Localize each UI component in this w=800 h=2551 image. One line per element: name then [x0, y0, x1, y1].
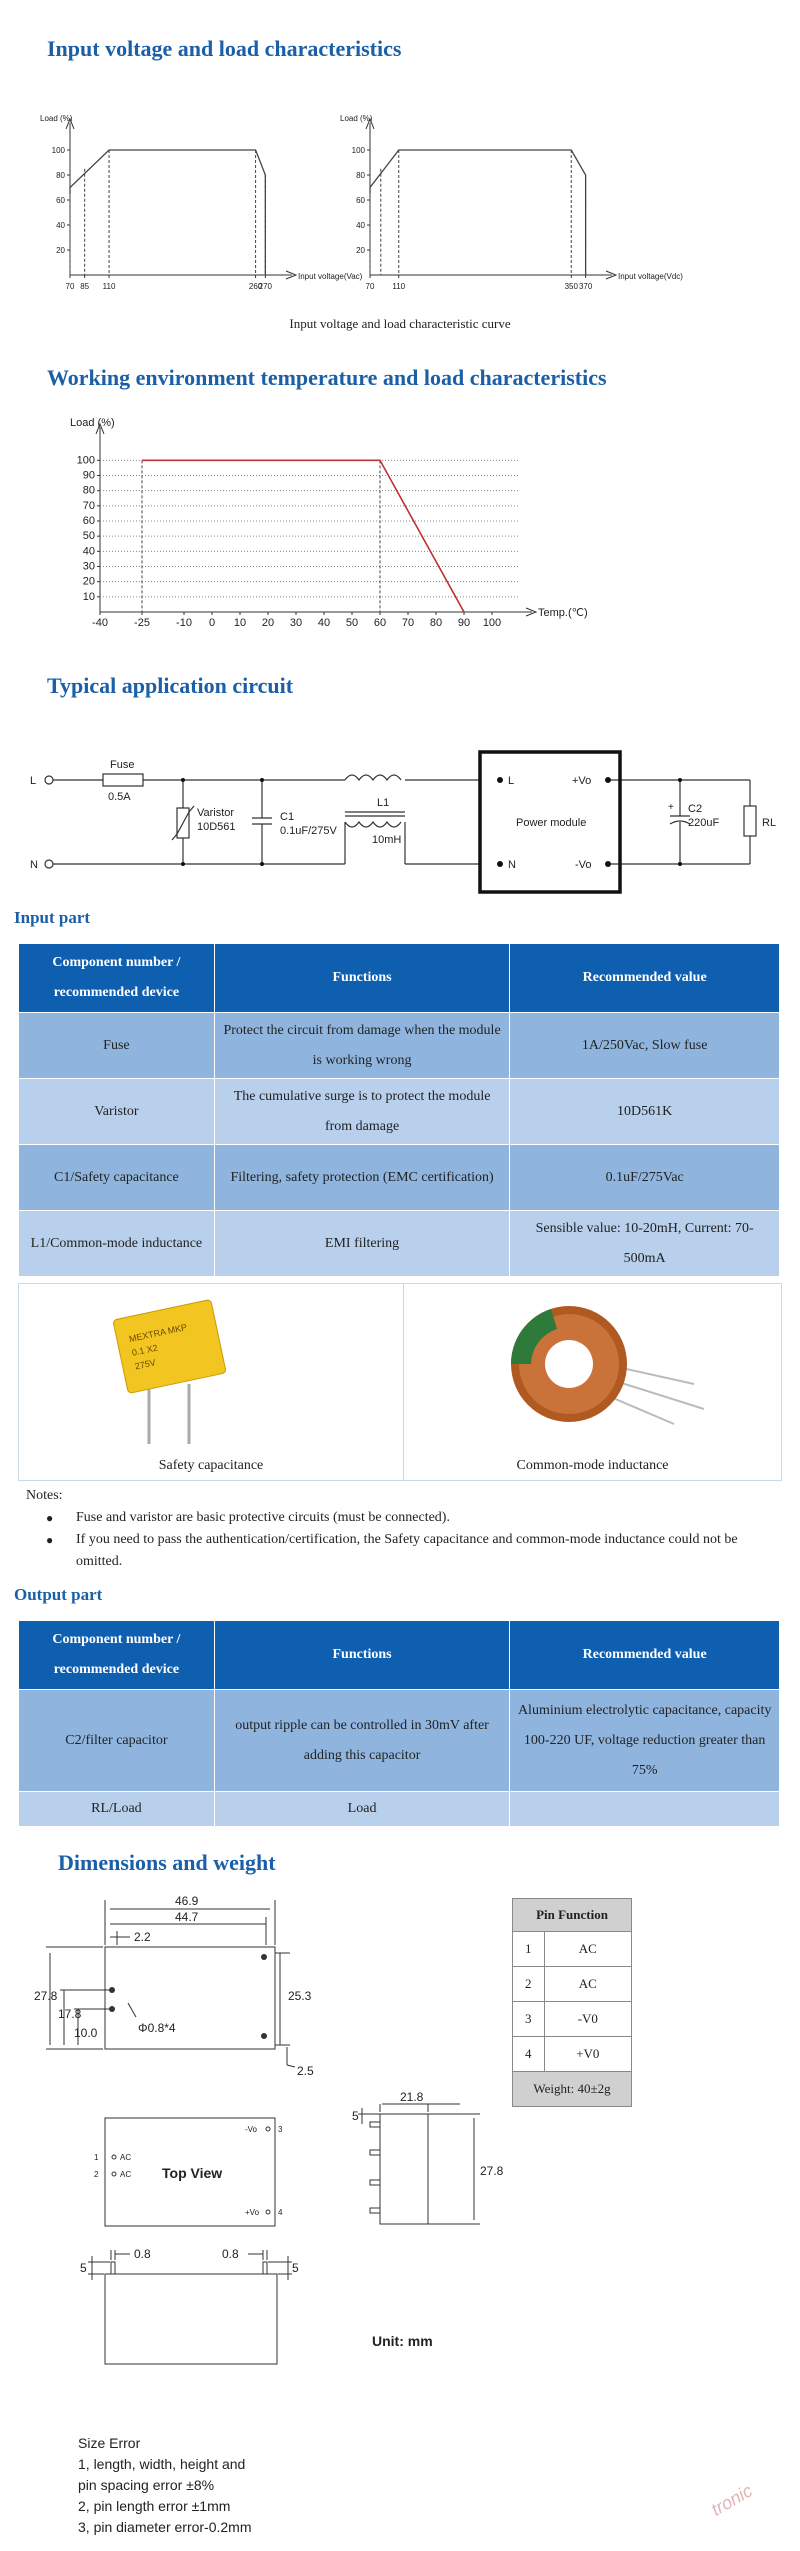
output-header-component: Component number / recommended device — [19, 1621, 215, 1690]
table-cell: AC — [544, 1932, 631, 1967]
input-header-functions: Functions — [214, 944, 510, 1013]
inductor-image — [404, 1284, 781, 1454]
x-axis-label: Temp.(℃) — [538, 607, 588, 619]
note-item: ● If you need to pass the authentication/certification, the Safety capacitance and common-mode inductance could not be omitted. — [76, 1529, 776, 1573]
table-cell: Varistor — [19, 1079, 215, 1145]
size-error-title: Size Error — [78, 2435, 141, 2451]
dim-25-3: 25.3 — [288, 1989, 312, 2003]
y-tick-label: 90 — [82, 469, 95, 482]
pin-function-table — [512, 1898, 632, 2107]
chart-input-voltage-vac — [40, 114, 390, 305]
watermark-logo: tronic — [707, 2480, 756, 2520]
output-header-value: Recommended value — [510, 1621, 780, 1690]
y-tick-label: 10 — [82, 590, 95, 603]
dimension-drawing-front — [0, 1895, 420, 2095]
bottom-dim-0-8-right: 0.8 — [222, 2247, 239, 2261]
top-view-pin-1: 1 — [94, 2153, 99, 2162]
y-tick-label: 80 — [82, 484, 95, 497]
y-tick-label: 80 — [56, 171, 65, 180]
top-view-ac1: AC — [120, 2153, 132, 2162]
output-part-table — [18, 1620, 780, 1827]
y-tick-label: 30 — [82, 560, 95, 573]
table-cell: 10D561K — [510, 1079, 780, 1145]
circuit-label-l1: L1 — [377, 797, 390, 809]
chart-temperature-load — [70, 417, 630, 650]
x-tick-label: 110 — [102, 282, 116, 291]
voltage-chart-caption: Input voltage and load characteristic curve — [289, 316, 511, 331]
dimension-drawing-top-view — [80, 2110, 300, 2230]
circuit-module-vo-neg: -Vo — [575, 859, 592, 871]
size-error-block — [78, 2433, 252, 2538]
capacitor-print-1: MEXTRA MKP — [128, 1322, 188, 1345]
y-tick-label: 40 — [356, 221, 365, 230]
dim-pin-diameter: Φ0.8*4 — [138, 2021, 176, 2035]
table-cell: Sensible value: 10-20mH, Current: 70-500mA — [510, 1211, 780, 1277]
y-tick-label: 40 — [56, 221, 65, 230]
table-row — [19, 1013, 780, 1079]
dimension-drawing-bottom-view — [70, 2240, 330, 2380]
top-view-pin-3: 3 — [278, 2125, 283, 2134]
capacitor-print-2: 0.1 X2 — [130, 1342, 159, 1358]
y-tick-label: 80 — [356, 171, 365, 180]
x-tick-label: 350 — [564, 282, 578, 291]
chart-input-voltage-vdc — [340, 114, 690, 305]
notes — [26, 1485, 776, 1573]
top-view-vo-neg: -Vo — [245, 2125, 258, 2134]
series-line — [370, 150, 586, 275]
safety-capacitance-photo — [18, 1283, 404, 1481]
x-axis-label: Input voltage(Vac) — [298, 272, 363, 281]
side-dim-21-8: 21.8 — [400, 2090, 424, 2104]
y-axis-label: Load (%) — [70, 417, 115, 429]
y-tick-label: 50 — [82, 530, 95, 543]
circuit-label-varistor: Varistor — [197, 807, 235, 819]
dim-10-0: 10.0 — [74, 2026, 98, 2040]
x-tick-label: 60 — [373, 617, 387, 629]
table-row — [19, 1145, 780, 1211]
safety-capacitance-label: Safety capacitance — [158, 1458, 264, 1473]
size-error-line: 2, pin length error ±1mm — [78, 2498, 231, 2514]
circuit-label-N: N — [30, 859, 38, 871]
table-cell: L1/Common-mode inductance — [19, 1211, 215, 1277]
y-axis-label: Load (%) — [340, 114, 373, 123]
table-row — [513, 1932, 632, 1967]
unit-label: Unit: mm — [372, 2333, 433, 2349]
table-cell: Aluminium electrolytic capacitance, capacity 100-220 UF, voltage reduction greater than 75% — [510, 1690, 780, 1792]
common-mode-inductance-label: Common-mode inductance — [516, 1458, 669, 1473]
dim-2-5: 2.5 — [297, 2064, 314, 2078]
table-row — [19, 1690, 780, 1792]
y-tick-label: 20 — [356, 246, 365, 255]
table-cell: RL/Load — [19, 1792, 215, 1827]
y-tick-label: 70 — [82, 499, 95, 512]
output-header-functions: Functions — [214, 1621, 510, 1690]
x-tick-label: -40 — [92, 617, 108, 629]
y-tick-label: 60 — [82, 515, 95, 527]
table-row — [19, 1079, 780, 1145]
table-row — [19, 1792, 780, 1827]
bottom-dim-5-left: 5 — [80, 2261, 87, 2275]
typical-application-circuit — [0, 740, 800, 900]
x-tick-label: 70 — [365, 282, 375, 291]
x-tick-label: 85 — [80, 282, 90, 291]
section-title-dimensions: Dimensions and weight — [58, 1850, 276, 1875]
y-axis-label: Load (%) — [40, 114, 73, 123]
circuit-label-fuse: Fuse — [110, 759, 135, 771]
table-cell: 2 — [513, 1967, 545, 2002]
circuit-module-name: Power module — [516, 817, 587, 829]
dim-2-2: 2.2 — [134, 1930, 151, 1944]
table-cell: The cumulative surge is to protect the module from damage — [214, 1079, 510, 1145]
table-cell: Fuse — [19, 1013, 215, 1079]
input-part-title: Input part — [14, 908, 91, 927]
x-tick-label: 30 — [289, 617, 303, 629]
y-tick-label: 60 — [56, 196, 65, 205]
section-title-input-voltage: Input voltage and load characteristics — [47, 36, 402, 61]
x-axis-label: Input voltage(Vdc) — [618, 272, 683, 281]
x-tick-label: 20 — [261, 617, 275, 629]
size-error-line: 1, length, width, height and — [78, 2456, 246, 2472]
size-error-line: pin spacing error ±8% — [78, 2477, 215, 2493]
circuit-label-l1-value: 10mH — [372, 834, 402, 846]
circuit-module-L: L — [508, 775, 515, 787]
dimension-drawing-side-view — [340, 2090, 520, 2240]
x-tick-label: 10 — [233, 617, 247, 629]
circuit-module-N: N — [508, 859, 516, 871]
x-tick-label: -10 — [176, 617, 192, 629]
table-cell: output ripple can be controlled in 30mV after adding this capacitor — [214, 1690, 510, 1792]
section-title-typical-circuit: Typical application circuit — [47, 673, 294, 698]
note-item: ● Fuse and varistor are basic protective circuits (must be connected). — [76, 1507, 776, 1529]
x-tick-label: 370 — [578, 282, 593, 291]
table-cell: Load — [214, 1792, 510, 1827]
top-view-pin-2: 2 — [94, 2170, 99, 2179]
bottom-dim-0-8-left: 0.8 — [134, 2247, 151, 2261]
side-dim-27-8: 27.8 — [480, 2164, 504, 2178]
x-tick-label: 80 — [429, 617, 443, 629]
pin-function-header: Pin Function — [513, 1899, 632, 1932]
table-cell: C2/filter capacitor — [19, 1690, 215, 1792]
x-tick-label: 0 — [208, 617, 216, 629]
dim-17-8: 17.8 — [58, 2007, 82, 2021]
table-row — [513, 1967, 632, 2002]
dim-46-9: 46.9 — [175, 1894, 199, 1908]
top-view-vo-pos: +Vo — [245, 2208, 260, 2217]
input-header-component: Component number / recommended device — [19, 944, 215, 1013]
common-mode-inductance-photo — [403, 1283, 782, 1481]
bottom-dim-5-right: 5 — [292, 2261, 299, 2275]
x-tick-label: 260 — [248, 282, 263, 291]
x-tick-label: 270 — [258, 282, 273, 291]
table-cell: Filtering, safety protection (EMC certification) — [214, 1145, 510, 1211]
x-tick-label: 90 — [457, 617, 471, 629]
output-part-title: Output part — [14, 1585, 103, 1604]
circuit-label-L: L — [30, 775, 37, 787]
x-tick-label: 70 — [65, 282, 75, 291]
top-view-ac2: AC — [120, 2170, 132, 2179]
y-tick-label: 60 — [356, 196, 365, 205]
table-row — [513, 2037, 632, 2072]
circuit-module-vo-pos: +Vo — [572, 775, 592, 787]
table-cell: 1A/250Vac, Slow fuse — [510, 1013, 780, 1079]
x-tick-label: 100 — [482, 617, 502, 629]
y-tick-label: 40 — [82, 545, 95, 558]
table-cell: C1/Safety capacitance — [19, 1145, 215, 1211]
table-cell: EMI filtering — [214, 1211, 510, 1277]
table-cell — [510, 1792, 780, 1827]
y-tick-label: 100 — [76, 454, 95, 467]
circuit-label-fuse-rating: 0.5A — [108, 791, 131, 803]
table-cell: Protect the circuit from damage when the module is working wrong — [214, 1013, 510, 1079]
dim-44-7: 44.7 — [175, 1910, 199, 1924]
series-line — [70, 150, 265, 275]
size-error-line: 3, pin diameter error-0.2mm — [78, 2519, 252, 2535]
x-tick-label: -25 — [134, 617, 150, 629]
x-tick-label: 40 — [317, 617, 331, 629]
x-tick-label: 50 — [345, 617, 359, 629]
circuit-label-c1: C1 — [280, 811, 295, 823]
capacitor-print-3: 275V — [133, 1357, 157, 1372]
y-tick-label: 100 — [351, 146, 365, 155]
x-tick-label: 70 — [401, 617, 415, 629]
capacitor-image — [19, 1284, 403, 1454]
y-tick-label: 20 — [56, 246, 65, 255]
section-title-working-env: Working environment temperature and load characteristics — [47, 365, 607, 390]
table-row — [19, 1211, 780, 1277]
table-cell: +V0 — [544, 2037, 631, 2072]
dim-27-8: 27.8 — [34, 1989, 58, 2003]
y-tick-label: 20 — [82, 575, 95, 588]
side-dim-5: 5 — [352, 2109, 359, 2123]
table-cell: AC — [544, 1967, 631, 2002]
svg-text:+: + — [668, 802, 674, 813]
y-tick-label: 100 — [51, 146, 65, 155]
circuit-label-c2-value: 220uF — [688, 817, 720, 829]
x-tick-label: 110 — [392, 282, 406, 291]
circuit-label-rl: RL — [762, 817, 777, 829]
table-cell: 0.1uF/275Vac — [510, 1145, 780, 1211]
top-view-label: Top View — [162, 2165, 223, 2181]
circuit-label-varistor-part: 10D561 — [197, 821, 236, 833]
table-cell: -V0 — [544, 2002, 631, 2037]
circuit-label-c2: C2 — [688, 803, 703, 815]
circuit-label-c1-value: 0.1uF/275V — [280, 825, 337, 837]
notes-heading: Notes: — [26, 1488, 63, 1503]
input-part-table — [18, 943, 780, 1277]
input-header-value: Recommended value — [510, 944, 780, 1013]
weight-cell: Weight: 40±2g — [513, 2072, 632, 2107]
table-cell: 3 — [513, 2002, 545, 2037]
table-cell: 1 — [513, 1932, 545, 1967]
top-view-pin-4: 4 — [278, 2208, 283, 2217]
table-cell: 4 — [513, 2037, 545, 2072]
table-row — [513, 2002, 632, 2037]
